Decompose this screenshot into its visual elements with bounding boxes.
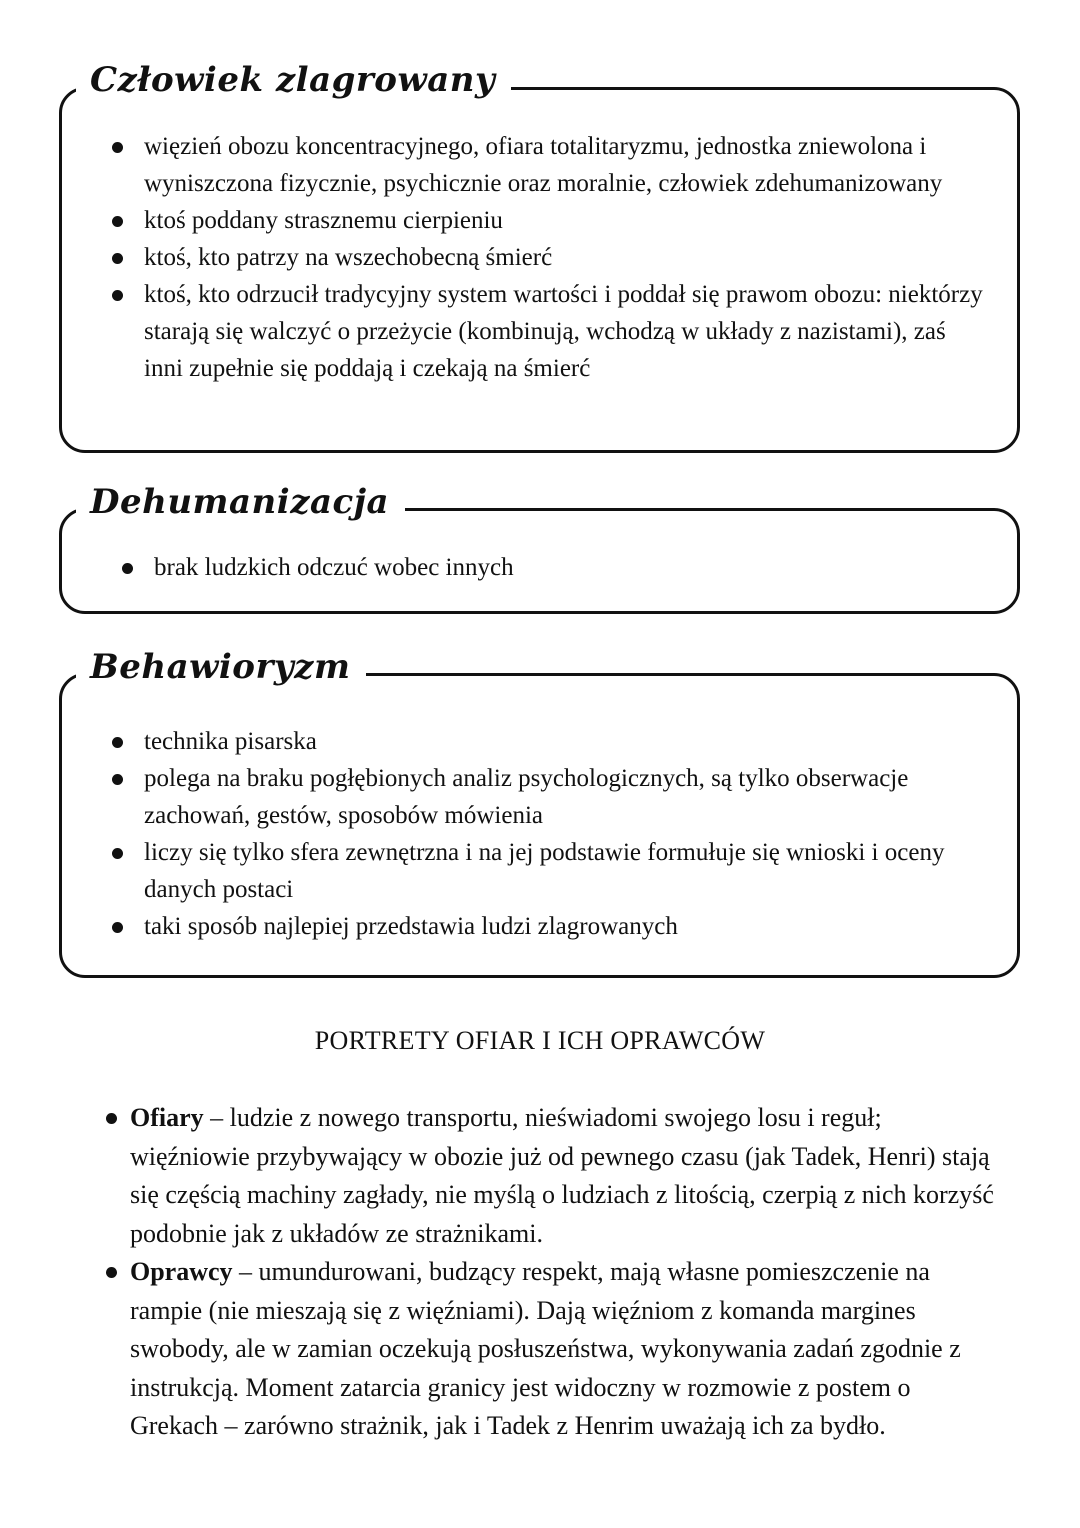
bullet-list-dehumanizacja bbox=[118, 549, 978, 586]
portrait-term: Oprawcy bbox=[130, 1257, 233, 1286]
list-item: więzień obozu koncentracyjnego, ofiara totalitaryzmu, jednostka zniewolona i wyniszczona fizycznie, psychicznie oraz moralnie, człowiek zdehumanizowany bbox=[108, 128, 988, 202]
portrait-item-oprawcy bbox=[100, 1253, 1000, 1446]
section-heading-behawioryzm: Behawioryzm bbox=[76, 645, 366, 689]
section-heading-dehumanizacja: Dehumanizacja bbox=[76, 480, 405, 524]
list-item: ktoś poddany strasznemu cierpieniu bbox=[108, 202, 988, 239]
portrait-description: – ludzie z nowego transportu, nieświadomi swojego losu i reguł; więźniowie przybywający w obozie już od pewnego czasu (jak Tadek, Henri) stają się częścią machiny zagłady, nie myślą o ludziach z litością, czerpią z nich korzyść podobnie jak z układów ze strażnikami. bbox=[130, 1103, 994, 1248]
bullet-list-behawioryzm bbox=[108, 723, 988, 945]
portrait-item-ofiary bbox=[100, 1099, 1000, 1253]
section-heading-czlowiek-zlagrowany: Człowiek zlagrowany bbox=[76, 58, 511, 102]
portraits-list bbox=[100, 1099, 1000, 1446]
list-item: polega na braku pogłębionych analiz psychologicznych, są tylko obserwacje zachowań, gestów, sposobów mówienia bbox=[108, 760, 988, 834]
portraits-title: PORTRETY OFIAR I ICH OPRAWCÓW bbox=[314, 1026, 766, 1055]
portrait-term: Ofiary bbox=[130, 1103, 204, 1132]
list-item: liczy się tylko sfera zewnętrzna i na jej podstawie formułuje się wnioski i oceny danych postaci bbox=[108, 834, 988, 908]
portrait-description: – umundurowani, budzący respekt, mają własne pomieszczenie na rampie (nie mieszają się z więźniami). Dają więźniom z komanda margines swobody, ale w zamian oczekują posłuszeństwa, wykonywania zadań zgodnie z instrukcją. Moment zatarcia granicy jest widoczny w rozmowie z postem o Grekach – zarówno strażnik, jak i Tadek z Henrim uważają ich za bydło. bbox=[130, 1257, 961, 1440]
list-item: ktoś, kto patrzy na wszechobecną śmierć bbox=[108, 239, 988, 276]
bullet-list-czlowiek-zlagrowany bbox=[108, 128, 988, 387]
list-item: technika pisarska bbox=[108, 723, 988, 760]
list-item: taki sposób najlepiej przedstawia ludzi zlagrowanych bbox=[108, 908, 988, 945]
list-item: ktoś, kto odrzucił tradycyjny system wartości i poddał się prawom obozu: niektórzy starają się walczyć o przeżycie (kombinują, wchodzą w układy z nazistami), zaś inni zupełnie się poddają i czekają na śmierć bbox=[108, 276, 988, 387]
list-item: brak ludzkich odczuć wobec innych bbox=[118, 549, 978, 586]
